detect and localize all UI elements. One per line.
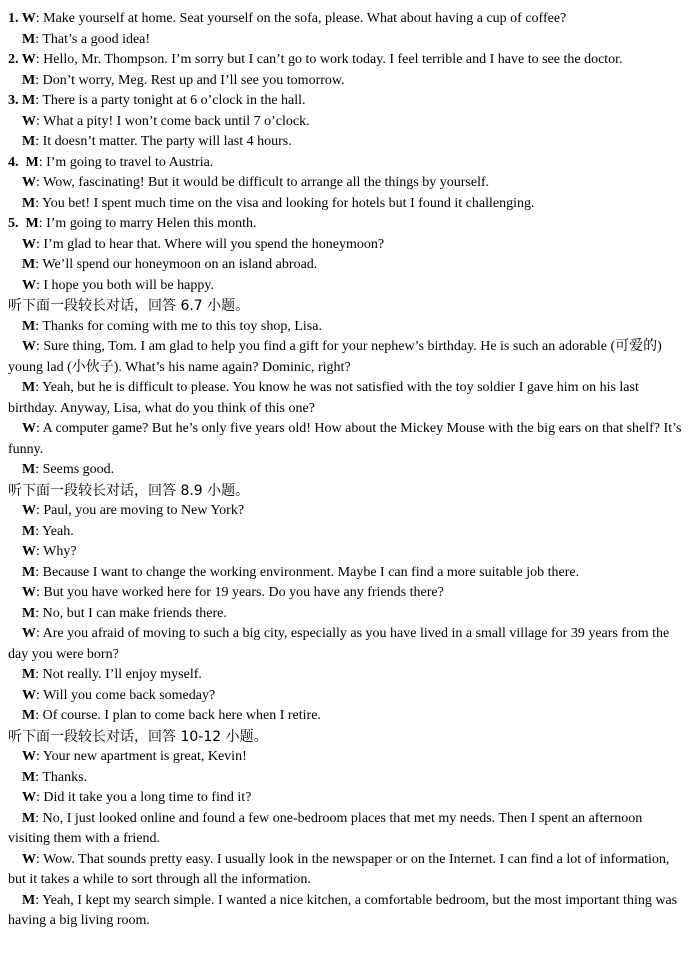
dialogue-text: : Because I want to change the working environment. Maybe I can find a more suitable job there. [35, 564, 580, 580]
dialogue-line [8, 563, 686, 584]
dialogue-line [8, 686, 686, 707]
speaker-label: W [22, 113, 36, 129]
dialogue-line [8, 337, 686, 378]
dialogue-text: : I’m glad to hear that. Where will you spend the honeymoon? [36, 236, 385, 252]
dialogue-text: : Why? [36, 544, 77, 559]
section-heading: 听下面一段较长对话，回答 10-12 小题。 [8, 728, 268, 745]
dialogue-text: : Of course. I plan to come back here when I retire. [35, 708, 321, 723]
speaker-label: W [22, 277, 36, 293]
dialogue-text: : It doesn’t matter. The party will last 4 hours. [35, 134, 292, 149]
dialogue-text: : No, I just looked online and found a few one-bedroom places that met my needs. Then I spent an afternoon visiting them with a friend. [8, 810, 646, 846]
dialogue-text: : Yeah. [35, 523, 74, 539]
dialogue-line [8, 9, 686, 30]
speaker-label: M [22, 93, 36, 108]
speaker-label: W [22, 339, 36, 354]
speaker-label: W [22, 503, 36, 518]
speaker-label: M [22, 769, 36, 785]
dialogue-text: : Not really. I’ll enjoy myself. [35, 667, 202, 682]
dialogue-line [8, 747, 686, 768]
dialogue-text: : I’m going to travel to Austria. [38, 154, 214, 170]
speaker-label: M [22, 605, 36, 621]
question-number: 1. [8, 11, 22, 26]
question-number: 2. [8, 52, 22, 67]
dialogue-line [8, 214, 686, 235]
speaker-label: M [22, 523, 36, 539]
dialogue-line [8, 419, 686, 460]
dialogue-line [8, 91, 686, 112]
speaker-label: W [22, 851, 36, 867]
speaker-label: W [22, 544, 36, 559]
dialogue-text: : We’ll spend our honeymoon on an island abroad. [35, 257, 318, 272]
dialogue-text: : Thanks for coming with me to this toy shop, Lisa. [35, 318, 322, 334]
speaker-label: M [25, 216, 39, 231]
dialogue-line [8, 194, 686, 215]
dialogue-line [8, 604, 686, 625]
speaker-label: W [22, 749, 36, 764]
speaker-label: M [22, 195, 36, 211]
question-number: 3. [8, 93, 22, 108]
question-number: 5. [8, 216, 26, 231]
dialogue-line [8, 71, 686, 92]
transcript-document [8, 9, 686, 932]
speaker-label: M [22, 667, 36, 682]
dialogue-line [8, 850, 686, 891]
dialogue-text: : Wow, fascinating! But it would be difficult to arrange all the things by yourself. [36, 175, 490, 190]
dialogue-text: : I’m going to marry Helen this month. [38, 216, 257, 231]
dialogue-line [8, 153, 686, 174]
dialogue-text: : Sure thing, Tom. I am glad to help you find a gift for your nephew’s birthday. He is such an adorable (可爱的) young lad (小伙子). What’s his name again? Dominic, right? [8, 339, 666, 375]
dialogue-line [8, 132, 686, 153]
dialogue-text: : That’s a good idea! [35, 31, 151, 47]
dialogue-text: : Are you afraid of moving to such a big city, especially as you have lived in a small village for 39 years from the day you were born? [8, 626, 673, 662]
dialogue-line [8, 583, 686, 604]
dialogue-line [8, 706, 686, 727]
dialogue-line [8, 891, 686, 932]
speaker-label: M [22, 892, 36, 908]
speaker-label: M [22, 318, 36, 334]
speaker-label: M [25, 154, 39, 170]
dialogue-line [8, 30, 686, 51]
dialogue-line [8, 501, 686, 522]
dialogue-text: : What a pity! I won’t come back until 7 o’clock. [36, 113, 310, 129]
dialogue-line [8, 112, 686, 133]
speaker-label: W [21, 52, 36, 67]
dialogue-line [8, 542, 686, 563]
dialogue-text: : Seems good. [35, 462, 115, 477]
dialogue-text: : But you have worked here for 19 years. Do you have any friends there? [36, 585, 444, 600]
dialogue-line [8, 460, 686, 481]
speaker-label: M [22, 31, 36, 47]
dialogue-line [8, 665, 686, 686]
speaker-label: M [22, 462, 36, 477]
dialogue-text: : You bet! I spent much time on the visa and looking for hotels but I found it challenging. [35, 195, 535, 211]
speaker-label: W [22, 585, 36, 600]
dialogue-line [8, 173, 686, 194]
speaker-label: W [22, 175, 36, 190]
question-number: 4. [8, 154, 26, 170]
dialogue-text: : I hope you both will be happy. [36, 277, 214, 293]
speaker-label: M [22, 72, 36, 88]
speaker-label: M [22, 134, 36, 149]
speaker-label: M [22, 257, 36, 272]
dialogue-line [8, 235, 686, 256]
dialogue-text: : Did it take you a long time to find it? [36, 790, 252, 805]
dialogue-line [8, 522, 686, 543]
dialogue-text: : Hello, Mr. Thompson. I’m sorry but I can’t go to work today. I feel terrible and I have to see the doctor. [35, 52, 623, 67]
dialogue-text: : No, but I can make friends there. [35, 605, 227, 621]
dialogue-text: : Will you come back someday? [36, 687, 216, 703]
dialogue-line [8, 50, 686, 71]
dialogue-text: : Don’t worry, Meg. Rest up and I’ll see you tomorrow. [35, 72, 345, 88]
dialogue-line [8, 788, 686, 809]
speaker-label: M [22, 810, 36, 826]
dialogue-text: : Thanks. [35, 769, 88, 785]
dialogue-text: : Yeah, but he is difficult to please. You know he was not satisfied with the toy soldier I gave him on his last birthday. Anyway, Lisa, what do you think of this one? [8, 380, 643, 416]
dialogue-text: : Your new apartment is great, Kevin! [36, 749, 247, 764]
dialogue-text: : Make yourself at home. Seat yourself on the sofa, please. What about having a cup of coffee? [35, 11, 567, 26]
dialogue-line [8, 276, 686, 297]
speaker-label: W [22, 687, 36, 703]
dialogue-line [8, 317, 686, 338]
dialogue-line [8, 809, 686, 850]
speaker-label: M [22, 564, 36, 580]
dialogue-text: : There is a party tonight at 6 o’clock in the hall. [35, 93, 306, 108]
dialogue-line [8, 378, 686, 419]
dialogue-text: : Yeah, I kept my search simple. I wanted a nice kitchen, a comfortable bedroom, but the most important thing was having a big living room. [8, 892, 681, 928]
speaker-label: W [22, 421, 36, 436]
dialogue-text: : Wow. That sounds pretty easy. I usually look in the newspaper or on the Internet. I can find a lot of information, but it takes a while to sort through all the information. [8, 851, 673, 887]
speaker-label: W [22, 790, 36, 805]
dialogue-text: : Paul, you are moving to New York? [36, 503, 245, 518]
speaker-label: W [22, 236, 36, 252]
dialogue-line [8, 624, 686, 665]
section-heading: 听下面一段较长对话，回答 8.9 小题。 [8, 482, 250, 499]
speaker-label: W [21, 11, 36, 26]
dialogue-text: : A computer game? But he’s only five years old! How about the Mickey Mouse with the big ears on that shelf? It’s funny. [8, 421, 685, 457]
dialogue-line [8, 768, 686, 789]
dialogue-line [8, 255, 686, 276]
speaker-label: M [22, 380, 36, 395]
section-heading: 听下面一段较长对话，回答 6.7 小题。 [8, 298, 250, 314]
speaker-label: W [22, 626, 36, 641]
speaker-label: M [22, 708, 36, 723]
